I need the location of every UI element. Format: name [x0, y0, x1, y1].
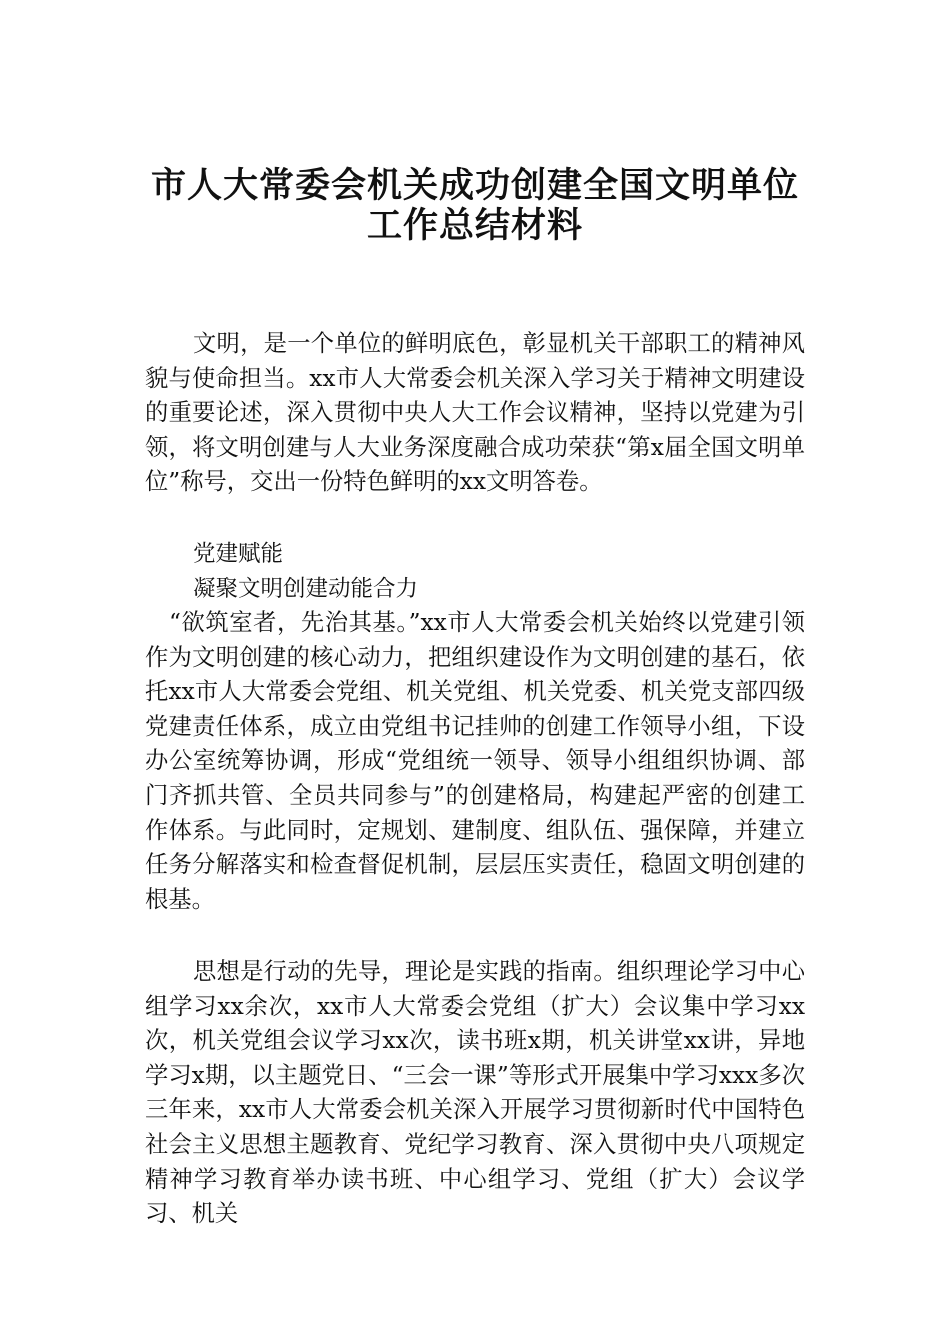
body-paragraph-theory-study: 思想是行动的先导，理论是实践的指南。组织理论学习中心组学习xx余次，xx市人大常委会党组（扩大）会议集中学习xx次，机关党组会议学习xx次，读书班x期，机关讲堂xx讲，异地学习x期，以主题党日、“三会一课”等形式开展集中学习xxx多次三年来，xx市人大常委会机关深入开展学习贯彻新时代中国特色社会主义思想主题教育、党纪学习教育、深入贯彻中央八项规定精神学习教育举办读书班、中心组学习、党组（扩大）会议学习、机关 — [145, 958, 805, 1228]
section-subheading: 凝聚文明创建动能合力 — [193, 576, 419, 602]
intro-paragraph: 文明，是一个单位的鲜明底色，彰显机关干部职工的精神风貌与使命担当。xx市人大常委会机关深入学习关于精神文明建设的重要论述，深入贯彻中央人大工作会议精神，坚持以党建为引领，将文明创建与人大业务深度融合成功荣获“第x届全国文明单位”称号，交出一份特色鲜明的xx文明答卷。 — [145, 330, 805, 496]
section-heading: 党建赋能 — [193, 541, 284, 567]
document-title-line-1: 市人大常委会机关成功创建全国文明单位 — [150, 165, 799, 206]
document-title-line-2: 工作总结材料 — [366, 205, 583, 246]
body-paragraph-party-building: “欲筑室者，先治其基。”xx市人大常委会机关始终以党建引领作为文明创建的核心动力，把组织建设作为文明创建的基石，依托xx市人大常委会党组、机关党组、机关党委、机关党支部四级党建责任体系，成立由党组书记挂帅的创建工作领导小组，下设办公室统筹协调，形成“党组统一领导、领导小组组织协调、部门齐抓共管、全员共同参与”的创建格局，构建起严密的创建工作体系。与此同时，定规划、建制度、组队伍、强保障，并建立任务分解落实和检查督促机制，层层压实责任，稳固文明创建的根基。 — [145, 609, 805, 913]
